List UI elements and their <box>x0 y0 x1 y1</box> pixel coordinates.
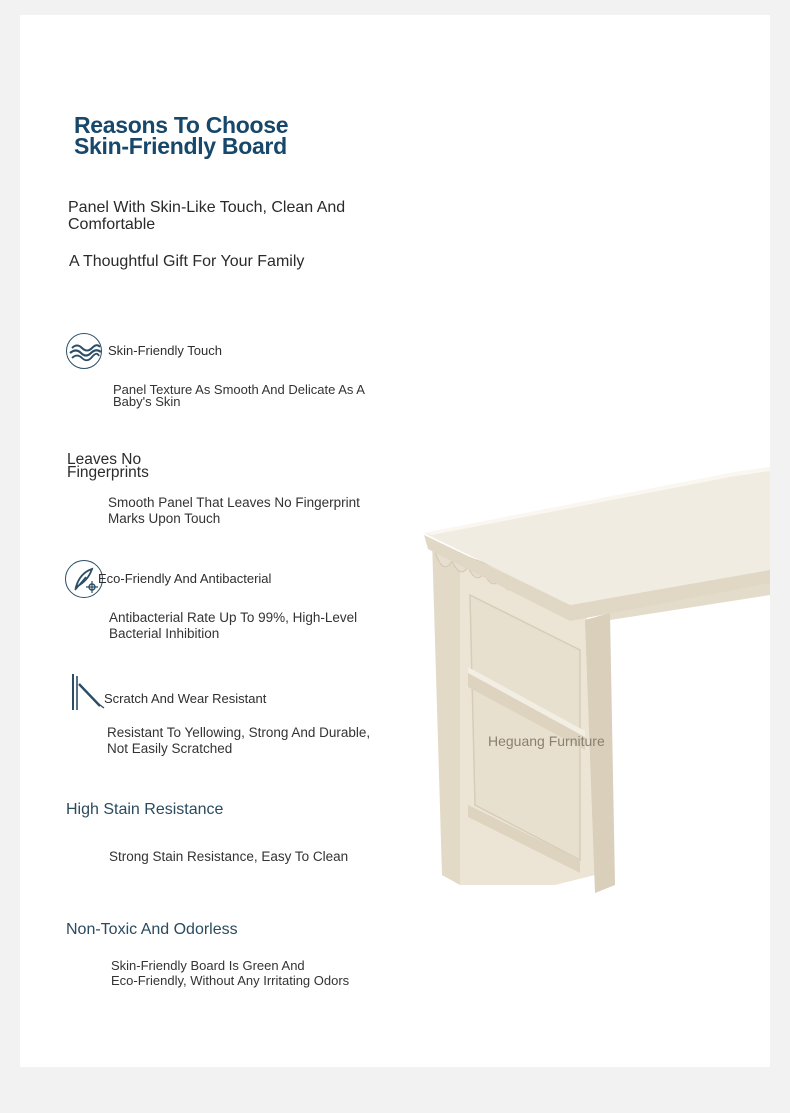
feature-desc-scratch <box>107 725 417 757</box>
feature-title-line: Fingerprints <box>67 464 149 481</box>
feature-desc-line: Antibacterial Rate Up To 99%, High-Level <box>109 610 358 625</box>
feature-desc-stain: Strong Stain Resistance, Easy To Clean <box>109 849 349 864</box>
feature-desc-skin-touch <box>113 384 403 408</box>
page-title-line1: Reasons To Choose <box>74 112 289 138</box>
feature-desc-line: Not Easily Scratched <box>107 741 233 756</box>
feature-title-scratch: Scratch And Wear Resistant <box>104 691 267 706</box>
feature-desc-line: Baby's Skin <box>113 394 181 409</box>
feature-title-no-fingerprints <box>67 453 149 479</box>
feature-title-skin-touch: Skin-Friendly Touch <box>108 343 222 358</box>
feature-desc-line: Marks Upon Touch <box>108 511 221 526</box>
subtitle-line1: Panel With Skin-Like Touch, Clean And <box>68 199 346 216</box>
subtitle <box>68 199 408 233</box>
feature-title-stain: High Stain Resistance <box>66 801 224 818</box>
feature-desc-line: Smooth Panel That Leaves No Fingerprint <box>108 495 360 510</box>
feature-desc-line: Panel Texture As Smooth And Delicate As A <box>113 382 365 397</box>
feature-desc-line: Bacterial Inhibition <box>109 626 220 641</box>
page-title-line2: Skin-Friendly Board <box>74 133 287 159</box>
feature-desc-line: Skin-Friendly Board Is Green And <box>111 958 305 973</box>
coffee-table-image <box>420 445 770 895</box>
feature-title-line: Leaves No <box>67 451 142 468</box>
content-card <box>20 15 770 1067</box>
tagline: A Thoughtful Gift For Your Family <box>69 253 305 270</box>
scratch-icon <box>70 672 106 712</box>
brand-watermark: Heguang Furniture <box>488 733 605 749</box>
feature-desc-no-fingerprints <box>108 495 408 527</box>
feature-desc-line: Resistant To Yellowing, Strong And Durable, <box>107 725 371 740</box>
feature-desc-line: Eco-Friendly, Without Any Irritating Odors <box>111 973 350 988</box>
feature-desc-non-toxic <box>111 958 411 988</box>
page-title <box>74 112 394 159</box>
subtitle-line2: Comfortable <box>68 216 156 233</box>
feature-title-non-toxic: Non-Toxic And Odorless <box>66 921 238 938</box>
feature-title-antibacterial: Eco-Friendly And Antibacterial <box>98 571 272 586</box>
wave-icon <box>66 333 102 369</box>
feature-desc-antibacterial <box>109 610 409 642</box>
